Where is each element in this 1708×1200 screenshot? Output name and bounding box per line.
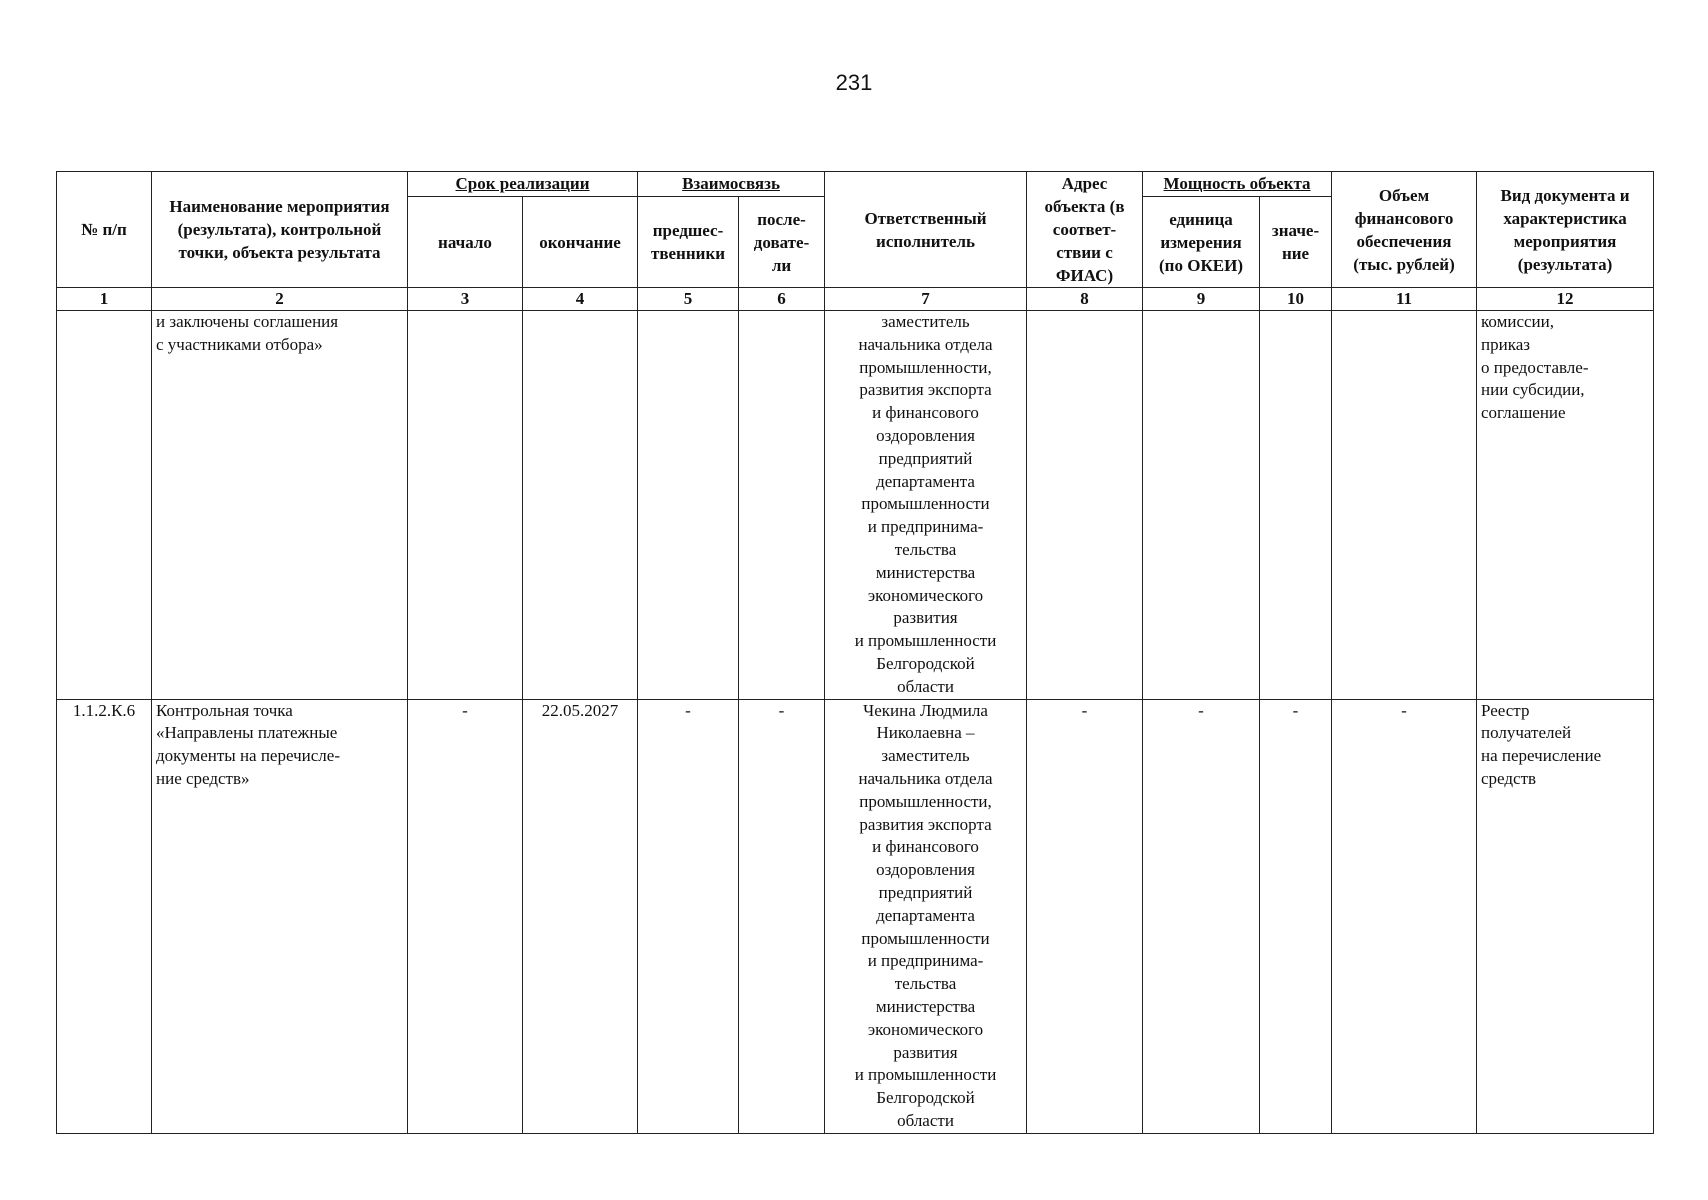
column-number: 10 [1260,288,1332,311]
header-start: начало [408,197,523,288]
header-capacity-group [1143,172,1332,197]
cell-name: и заключены соглашения с участниками отбора» [152,311,408,700]
header-successors: после- довате- ли [739,197,825,288]
header-row-top [57,172,1654,197]
cell-address [1027,311,1143,700]
cell-unit: - [1143,699,1260,1133]
header-address: Адрес объекта (в соответ-ствии с ФИАС) [1027,172,1143,288]
header-period-group-label: Срок реализации [455,174,590,193]
cell-num: 1.1.2.К.6 [57,699,152,1133]
header-funding: Объем финансового обеспечения (тыс. рублей) [1332,172,1477,288]
column-number: 4 [523,288,638,311]
column-number: 12 [1477,288,1654,311]
column-numbers-row [57,288,1654,311]
column-number: 1 [57,288,152,311]
cell-document: комиссии, приказ о предоставле- нии субсидии, соглашение [1477,311,1654,700]
cell-start [408,311,523,700]
cell-end: 22.05.2027 [523,699,638,1133]
cell-successors: - [739,699,825,1133]
header-responsible: Ответственный исполнитель [825,172,1027,288]
column-number: 5 [638,288,739,311]
header-name: Наименование мероприятия (результата), контрольной точки, объекта результата [152,172,408,288]
table-row [57,311,1654,700]
column-number: 9 [1143,288,1260,311]
header-period-group [408,172,638,197]
header-relation-group-label: Взаимосвязь [682,174,780,193]
column-number: 7 [825,288,1027,311]
cell-value: - [1260,699,1332,1133]
cell-end [523,311,638,700]
cell-predecessors: - [638,699,739,1133]
plan-table [56,171,1654,1134]
cell-funding: - [1332,699,1477,1133]
cell-name: Контрольная точка «Направлены платежные документы на перечисле- ние средств» [152,699,408,1133]
header-capacity-group-label: Мощность объекта [1163,174,1311,193]
page-number: 231 [835,70,873,95]
cell-unit [1143,311,1260,700]
column-number: 3 [408,288,523,311]
header-end: окончание [523,197,638,288]
cell-value [1260,311,1332,700]
header-value: значе- ние [1260,197,1332,288]
header-unit: единица измерения (по ОКЕИ) [1143,197,1260,288]
cell-responsible: Чекина Людмила Николаевна – заместитель начальника отдела промышленности, развития экспорта и финансового оздоровления предприятий департамента промышленности и предпринима- тельства министерства экономического развития и промышленности Белгородской области [825,699,1027,1133]
column-number: 6 [739,288,825,311]
cell-successors [739,311,825,700]
header-document: Вид документа и характеристика мероприятия (результата) [1477,172,1654,288]
column-number: 8 [1027,288,1143,311]
table-row [57,699,1654,1133]
column-number: 11 [1332,288,1477,311]
header-relation-group [638,172,825,197]
cell-start: - [408,699,523,1133]
cell-num [57,311,152,700]
cell-address: - [1027,699,1143,1133]
cell-document: Реестр получателей на перечисление средств [1477,699,1654,1133]
header-predecessors: предшес- твенники [638,197,739,288]
cell-predecessors [638,311,739,700]
header-num: № п/п [57,172,152,288]
column-number: 2 [152,288,408,311]
cell-funding [1332,311,1477,700]
cell-responsible: заместитель начальника отдела промышленности, развития экспорта и финансового оздоровления предприятий департамента промышленности и предпринима- тельства министерства экономического развития и промышленности Белгородской области [825,311,1027,700]
